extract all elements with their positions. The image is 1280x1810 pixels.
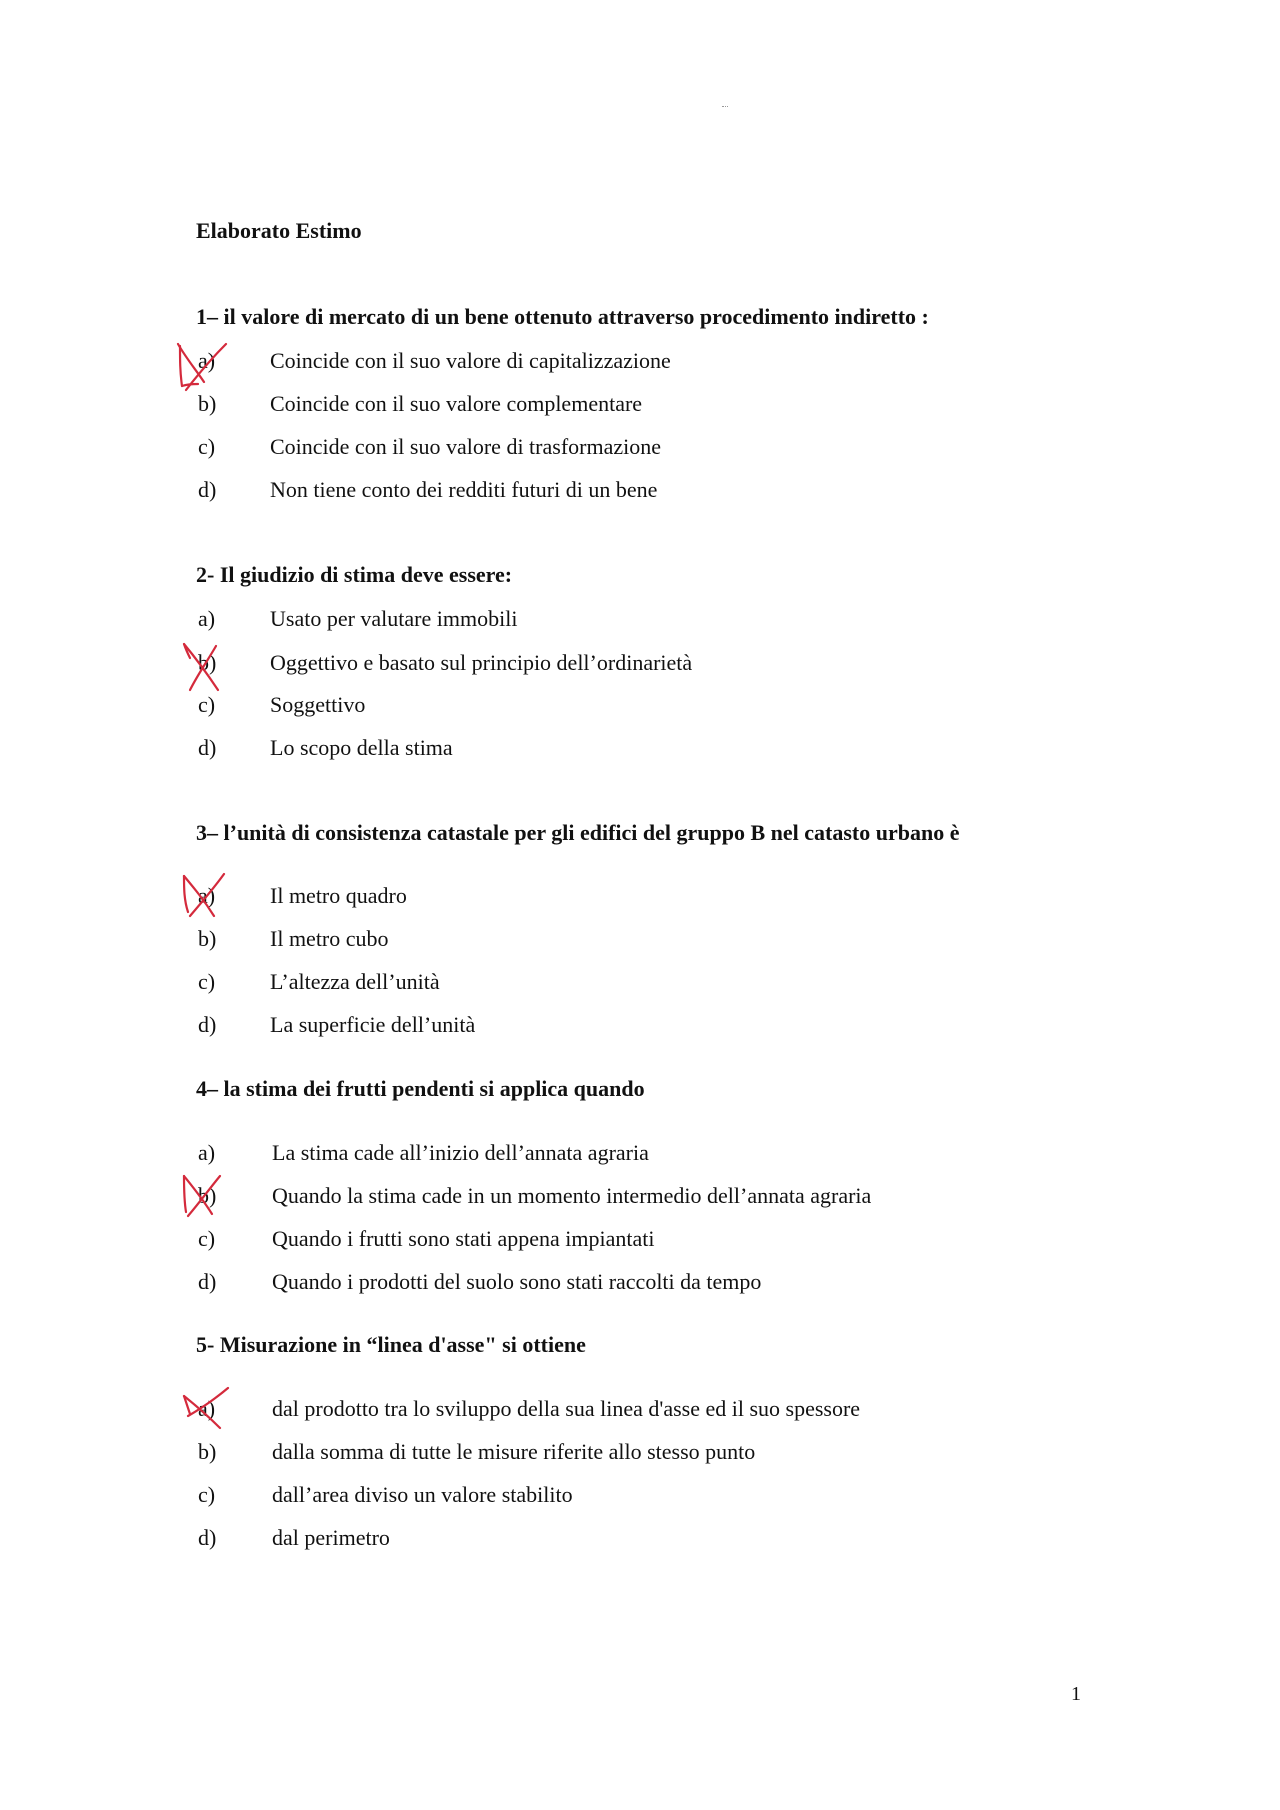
question-2-option-d-text: Lo scopo della stima — [270, 735, 453, 760]
question-4-option-a-letter: a) — [198, 1140, 216, 1165]
question-2-option-b-letter: b) — [198, 650, 217, 675]
question-2-option-a-text: Usato per valutare immobili — [270, 606, 518, 631]
question-3-option-c-letter: c) — [198, 969, 216, 994]
question-1-text: 1– il valore di mercato di un bene ottenuto attraverso procedimento indiretto : — [196, 304, 929, 329]
question-4-option-c-letter: c) — [198, 1226, 216, 1251]
question-1-option-d-letter: d) — [198, 477, 217, 502]
document-title: Elaborato Estimo — [196, 218, 362, 243]
question-1-option-a-text: Coincide con il suo valore di capitalizzazione — [270, 348, 671, 373]
question-4-option-d-text: Quando i prodotti del suolo sono stati raccolti da tempo — [272, 1269, 762, 1294]
question-5-text: 5- Misurazione in “linea d'asse" si ottiene — [196, 1332, 586, 1357]
question-5-option-d-letter: d) — [198, 1525, 217, 1550]
question-3-option-b-text: Il metro cubo — [270, 926, 389, 951]
question-5-option-c-text: dall’area diviso un valore stabilito — [272, 1482, 573, 1507]
question-1-option-b-letter: b) — [198, 391, 217, 416]
question-5-option-a-text: dal prodotto tra lo sviluppo della sua linea d'asse ed il suo spessore — [272, 1396, 861, 1421]
question-2-option-b-text: Oggettivo e basato sul principio dell’ordinarietà — [270, 650, 693, 675]
question-5-option-b-letter: b) — [198, 1439, 217, 1464]
question-3-option-a-text: Il metro quadro — [270, 883, 407, 908]
question-4-option-b-text: Quando la stima cade in un momento intermedio dell’annata agraria — [272, 1183, 872, 1208]
question-4-text: 4– la stima dei frutti pendenti si applica quando — [196, 1076, 645, 1101]
question-5-option-d-text: dal perimetro — [272, 1525, 390, 1550]
question-1-option-a-letter: a) — [198, 348, 216, 373]
question-5-option-a-letter: a) — [198, 1396, 216, 1421]
question-1-option-b-text: Coincide con il suo valore complementare — [270, 391, 643, 416]
question-5-option-b-text: dalla somma di tutte le misure riferite allo stesso punto — [272, 1439, 756, 1464]
question-3-answer-cross-mark — [180, 870, 236, 926]
question-1-option-c-letter: c) — [198, 434, 216, 459]
question-2-text: 2- Il giudizio di stima deve essere: — [196, 562, 513, 587]
question-5-option-c-letter: c) — [198, 1482, 216, 1507]
question-2-answer-cross-mark — [180, 640, 236, 696]
question-3-option-d-text: La superficie dell’unità — [270, 1012, 476, 1037]
scan-speck — [722, 106, 728, 109]
question-2-option-c-text: Soggettivo — [270, 692, 366, 717]
question-4-answer-cross-mark — [180, 1170, 236, 1226]
page-number: 1 — [1071, 1683, 1081, 1705]
question-2-option-c-letter: c) — [198, 692, 216, 717]
question-3-option-a-letter: a) — [198, 883, 216, 908]
question-2-option-d-letter: d) — [198, 735, 217, 760]
question-3-text: 3– l’unità di consistenza catastale per gli edifici del gruppo B nel catasto urbano è — [196, 820, 960, 845]
question-1-option-d-text: Non tiene conto dei redditi futuri di un bene — [270, 477, 658, 502]
question-4-option-b-letter: b) — [198, 1183, 217, 1208]
question-2-option-a-letter: a) — [198, 606, 216, 631]
question-1-answer-cross-mark — [174, 340, 230, 396]
question-4-option-c-text: Quando i frutti sono stati appena impiantati — [272, 1226, 655, 1251]
question-4-option-d-letter: d) — [198, 1269, 217, 1294]
question-4-option-a-text: La stima cade all’inizio dell’annata agraria — [272, 1140, 649, 1165]
question-3-option-d-letter: d) — [198, 1012, 217, 1037]
question-1-option-c-text: Coincide con il suo valore di trasformazione — [270, 434, 661, 459]
question-3-option-c-text: L’altezza dell’unità — [270, 969, 440, 994]
question-3-option-b-letter: b) — [198, 926, 217, 951]
question-5-answer-cross-mark — [180, 1384, 236, 1440]
